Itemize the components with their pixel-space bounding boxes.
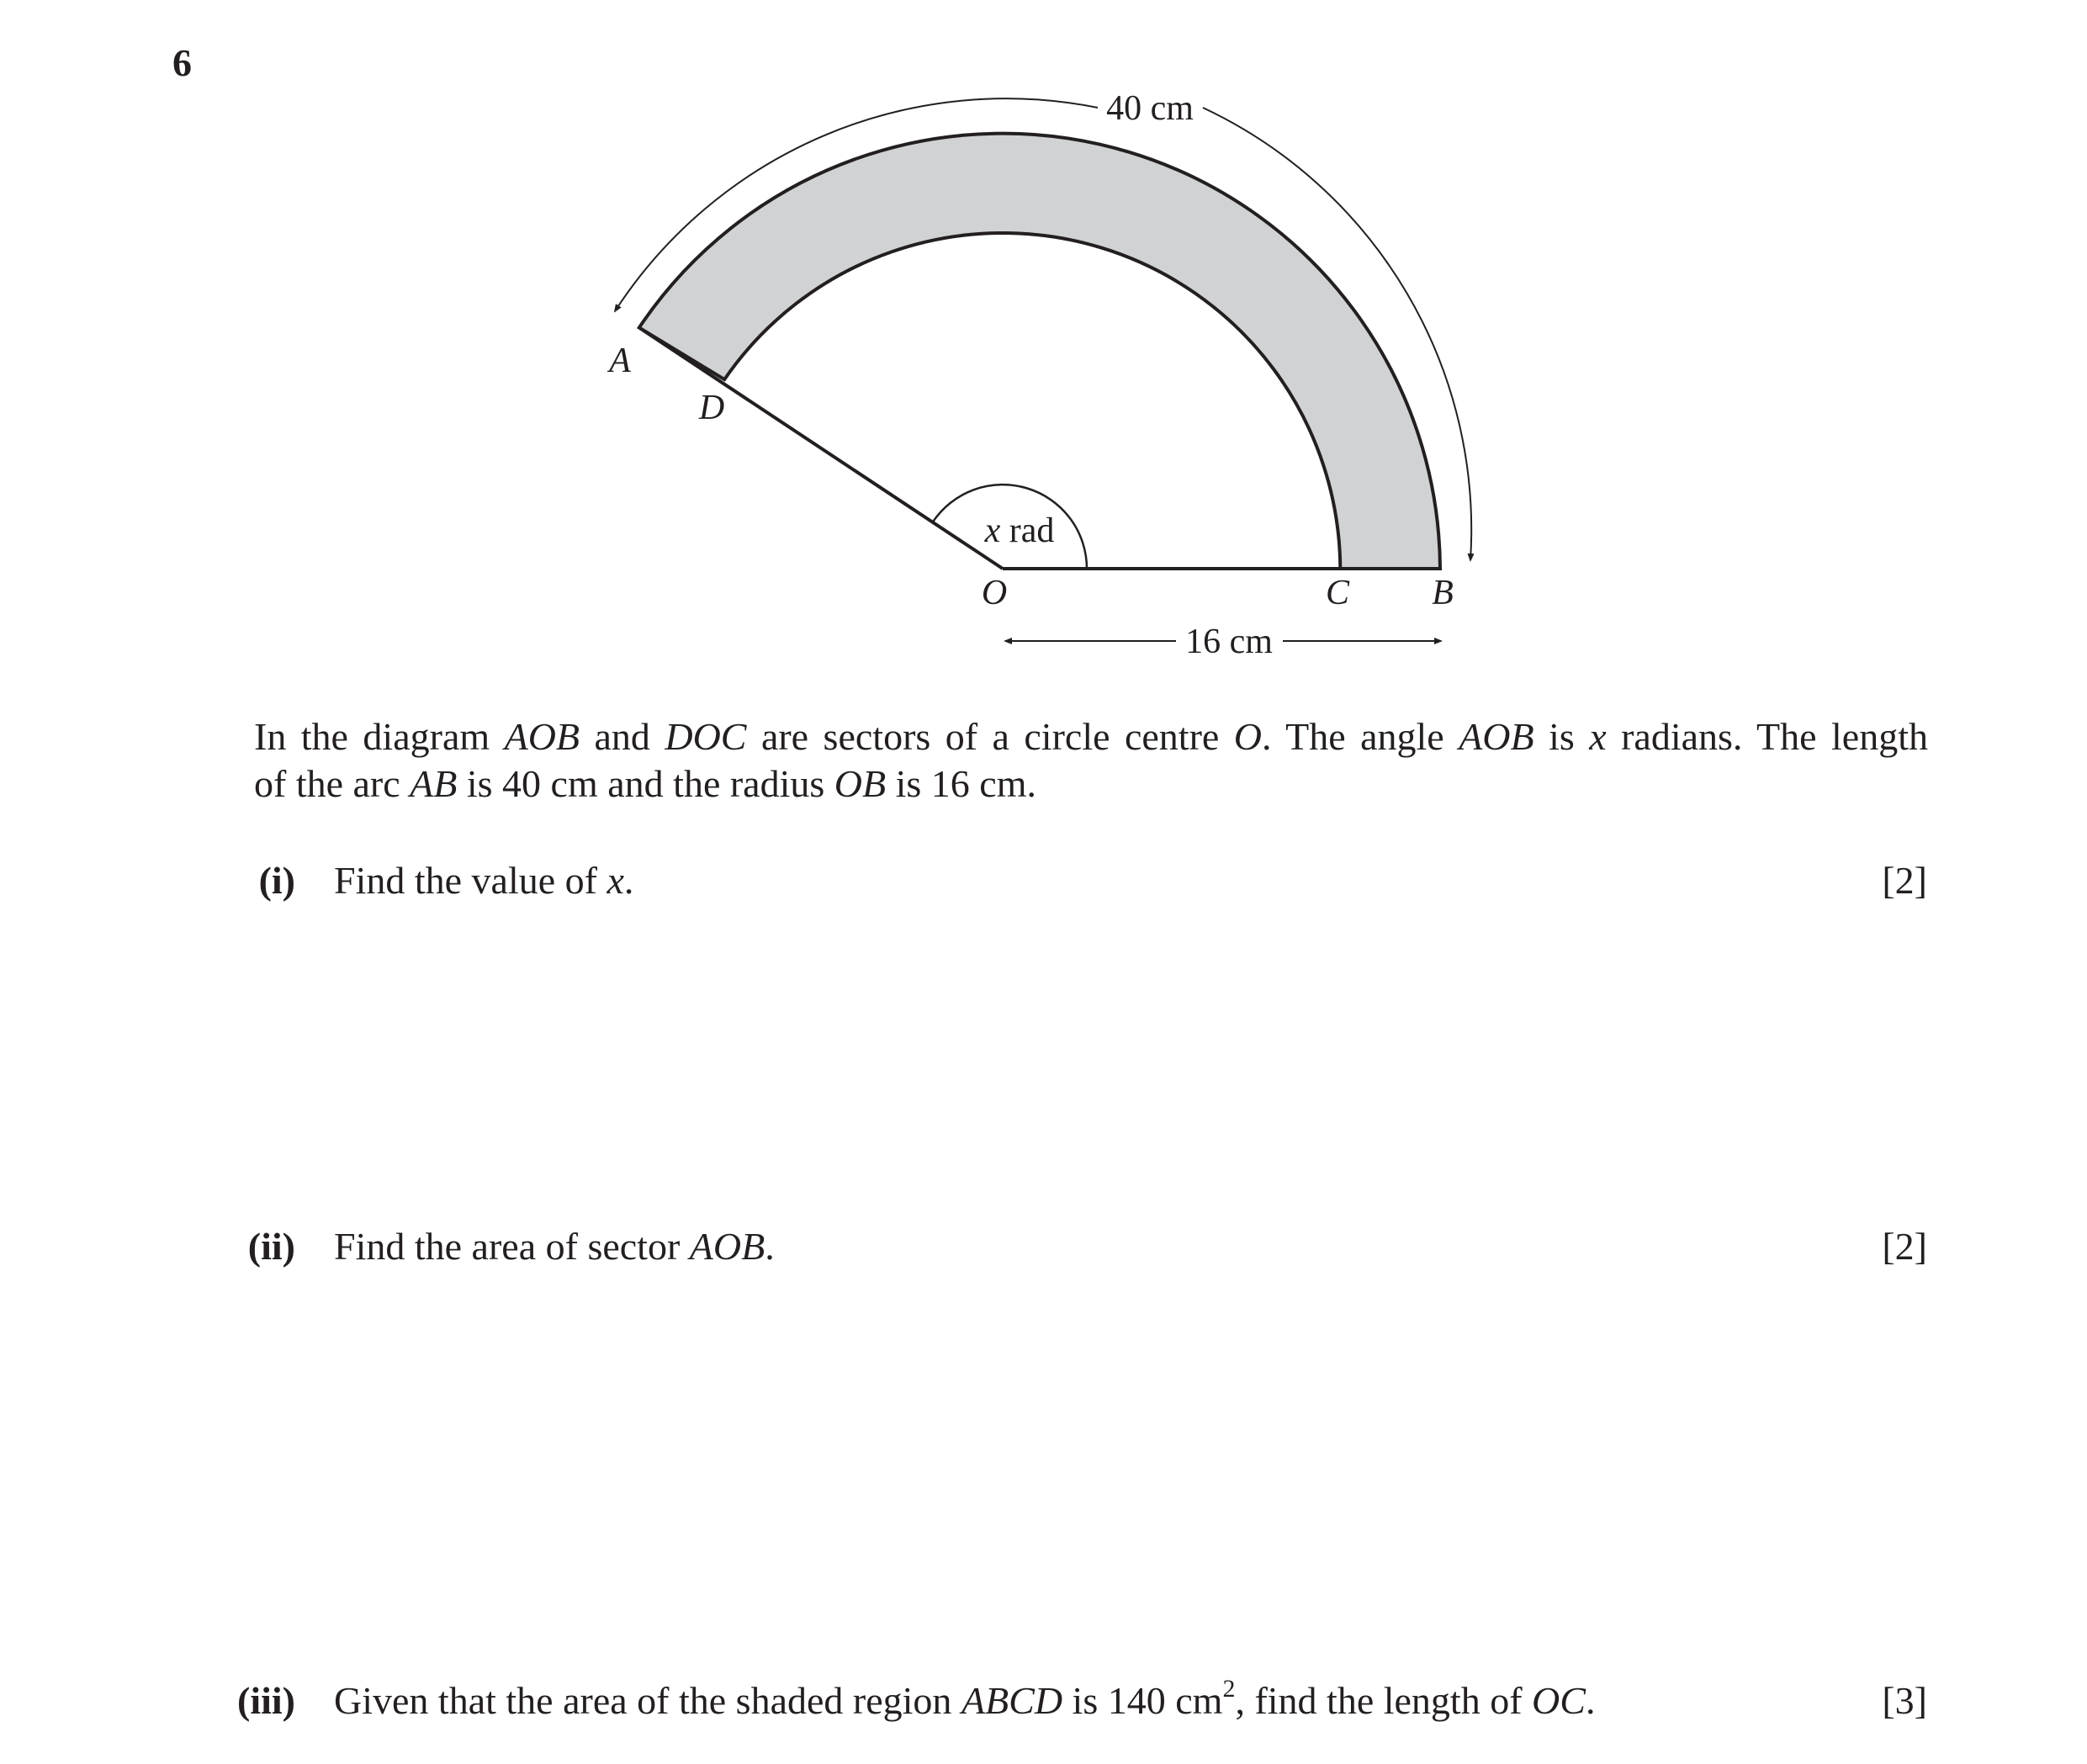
part-text <box>334 1224 775 1269</box>
stem-text: is 40 cm and the radius <box>457 762 834 805</box>
angle-label-unit: rad <box>1009 511 1055 550</box>
stem-line-2 <box>254 760 1928 808</box>
part-text-italic: OC <box>1532 1679 1586 1722</box>
part-text-end: . <box>623 859 634 902</box>
stem-text: and <box>580 715 665 758</box>
stem-italic: DOC <box>665 715 747 758</box>
part-i <box>0 858 2087 908</box>
question-number: 6 <box>172 41 192 84</box>
arc-length-label: 40 cm <box>1106 89 1194 128</box>
stem-italic: O <box>1233 715 1263 758</box>
part-text-plain: Find the value of <box>334 859 607 902</box>
part-text <box>334 1674 1596 1723</box>
marks: [2] <box>1882 1225 1927 1268</box>
stem-text: is <box>1533 715 1590 758</box>
part-text-plain: is 140 cm <box>1062 1679 1223 1722</box>
stem-text: In the diagram <box>254 715 505 758</box>
stem-italic: AB <box>410 762 458 805</box>
stem-line-1 <box>254 713 1928 760</box>
stem-text: is 16 cm. <box>886 762 1037 805</box>
part-text-plain: Find the area of sector <box>334 1225 690 1268</box>
sector-diagram <box>0 0 2087 690</box>
point-label-c: C <box>1325 574 1350 612</box>
point-label-o: O <box>981 574 1008 612</box>
radius-length-label: 16 cm <box>1185 622 1273 661</box>
part-text-plain: , find the length of <box>1235 1679 1533 1722</box>
part-text-italic: AOB <box>689 1225 765 1268</box>
point-label-b: B <box>1432 574 1454 612</box>
stem-text: are sectors of a circle centre <box>746 715 1234 758</box>
question-stem <box>254 713 1928 808</box>
point-label-d: D <box>698 389 725 427</box>
part-label: (ii) <box>247 1225 295 1268</box>
shaded-region-abcd <box>639 134 1440 569</box>
part-text-end: . <box>1585 1679 1596 1722</box>
part-text-italic: ABCD <box>961 1679 1063 1722</box>
radius-oa <box>639 328 1003 569</box>
part-ii <box>0 1224 2087 1274</box>
stem-italic: AOB <box>1459 715 1534 758</box>
stem-italic: OB <box>834 762 887 805</box>
part-label: (iii) <box>237 1679 295 1722</box>
stem-text: of the arc <box>254 762 411 805</box>
marks: [3] <box>1882 1679 1927 1722</box>
superscript: 2 <box>1222 1674 1236 1703</box>
point-label-a: A <box>609 342 631 380</box>
part-text <box>334 858 633 903</box>
part-label: (i) <box>258 859 295 902</box>
angle-label-variable: x <box>984 511 1001 550</box>
part-text-end: . <box>765 1225 775 1268</box>
marks: [2] <box>1882 859 1927 902</box>
stem-italic: AOB <box>504 715 580 758</box>
part-text-italic: x <box>607 859 624 902</box>
part-iii <box>0 1674 2087 1729</box>
angle-label-space <box>1000 511 1009 550</box>
angle-label <box>984 511 1055 550</box>
stem-text: . The angle <box>1262 715 1459 758</box>
part-text-plain: Given that the area of the shaded region <box>334 1679 961 1722</box>
stem-italic: x <box>1589 715 1607 758</box>
stem-text: radians. The length <box>1606 715 1928 758</box>
